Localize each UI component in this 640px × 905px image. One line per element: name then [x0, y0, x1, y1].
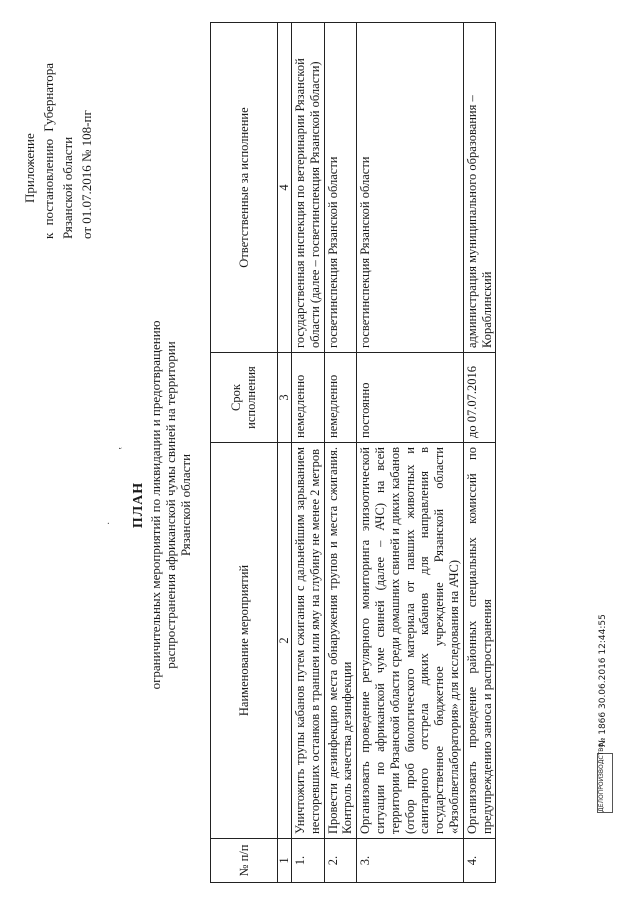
row-num: 2.: [324, 839, 357, 883]
row-num: 4.: [463, 839, 496, 883]
plan-table: [210, 22, 496, 883]
row-name: Организовать проведение районных специальных комиссий по предупреждению заноса и распространения: [463, 443, 496, 839]
index-cell: 1: [278, 839, 292, 883]
row-deadline: постоянно: [357, 353, 464, 443]
plan-heading: ПЛАН: [131, 481, 146, 529]
header-name: Наименование мероприятий: [211, 443, 278, 839]
row-num: 1.: [292, 839, 325, 883]
scan-mark: ·: [104, 521, 115, 525]
row-deadline: немедленно: [324, 353, 357, 443]
stamp-logo: ДЕЛОПРОИЗВОДСТВО: [597, 753, 613, 813]
row-responsible: госветинспекция Рязанской области: [324, 23, 357, 353]
registration-stamp: [595, 453, 613, 813]
appendix-label: Приложение: [22, 133, 37, 203]
table-row: [463, 23, 496, 883]
row-num: 3.: [357, 839, 464, 883]
plan-subtitle-3: Рязанской области: [178, 453, 193, 557]
stamp-registration: № 1866 30.06.2016 12:44:55: [598, 614, 608, 747]
row-name: Организовать проведение регулярного мониторинга эпизоотической ситуации по африканской чуме свиней (далее – АЧС) на всей территории Рязанской области среди домашних свиней и диких кабанов (отбор проб биологического материала от павших животных и санитарного отстрела диких кабанов для направления в государственное бюджетное учреждение Рязанской области «Рязоблветлаборатория» для исследования на АЧС): [357, 443, 464, 839]
plan-subtitle-1: ограничительных мероприятий по ликвидации и предотвращению: [148, 320, 163, 690]
appendix-block: [20, 35, 96, 255]
row-name: Провести дезинфекцию места обнаружения трупов и места сжигания. Контроль качества дезинфекции: [324, 443, 357, 839]
row-name: Уничтожить трупы кабанов путем сжигания с дальнейшим зарыванием несгоревших останков в траншеи или яму на глубину не менее 2 метров: [292, 443, 325, 839]
table-row: [324, 23, 357, 883]
appendix-date-number: от 01.07.2016 № 108-пг: [79, 110, 94, 239]
header-responsible: Ответственные за исполнение: [211, 23, 278, 353]
appendix-decree-ref: к постановлению Губернатора: [41, 62, 56, 239]
table-header-row: [211, 23, 278, 883]
index-cell: 4: [278, 23, 292, 353]
appendix-region: Рязанской области: [60, 136, 75, 239]
header-num: № п/п: [211, 839, 278, 883]
row-responsible: администрация муниципального образования – Кораблинский: [463, 23, 496, 353]
row-deadline: немедленно: [292, 353, 325, 443]
table-row: [292, 23, 325, 883]
table-index-row: [278, 23, 292, 883]
row-responsible: государственная инспекция по ветеринарии Рязанской области (далее – госветинспекция Рязанской области): [292, 23, 325, 353]
scan-mark: ‛: [118, 446, 129, 450]
row-responsible: госветинспекция Рязанской области: [357, 23, 464, 353]
plan-title: [130, 145, 193, 865]
row-deadline: до 07.07.2016: [463, 353, 496, 443]
header-deadline: Срок исполнения: [211, 353, 278, 443]
plan-subtitle-2: распространения африканской чумы свиней на территории: [163, 341, 178, 669]
table-row: [357, 23, 464, 883]
index-cell: 3: [278, 353, 292, 443]
index-cell: 2: [278, 443, 292, 839]
